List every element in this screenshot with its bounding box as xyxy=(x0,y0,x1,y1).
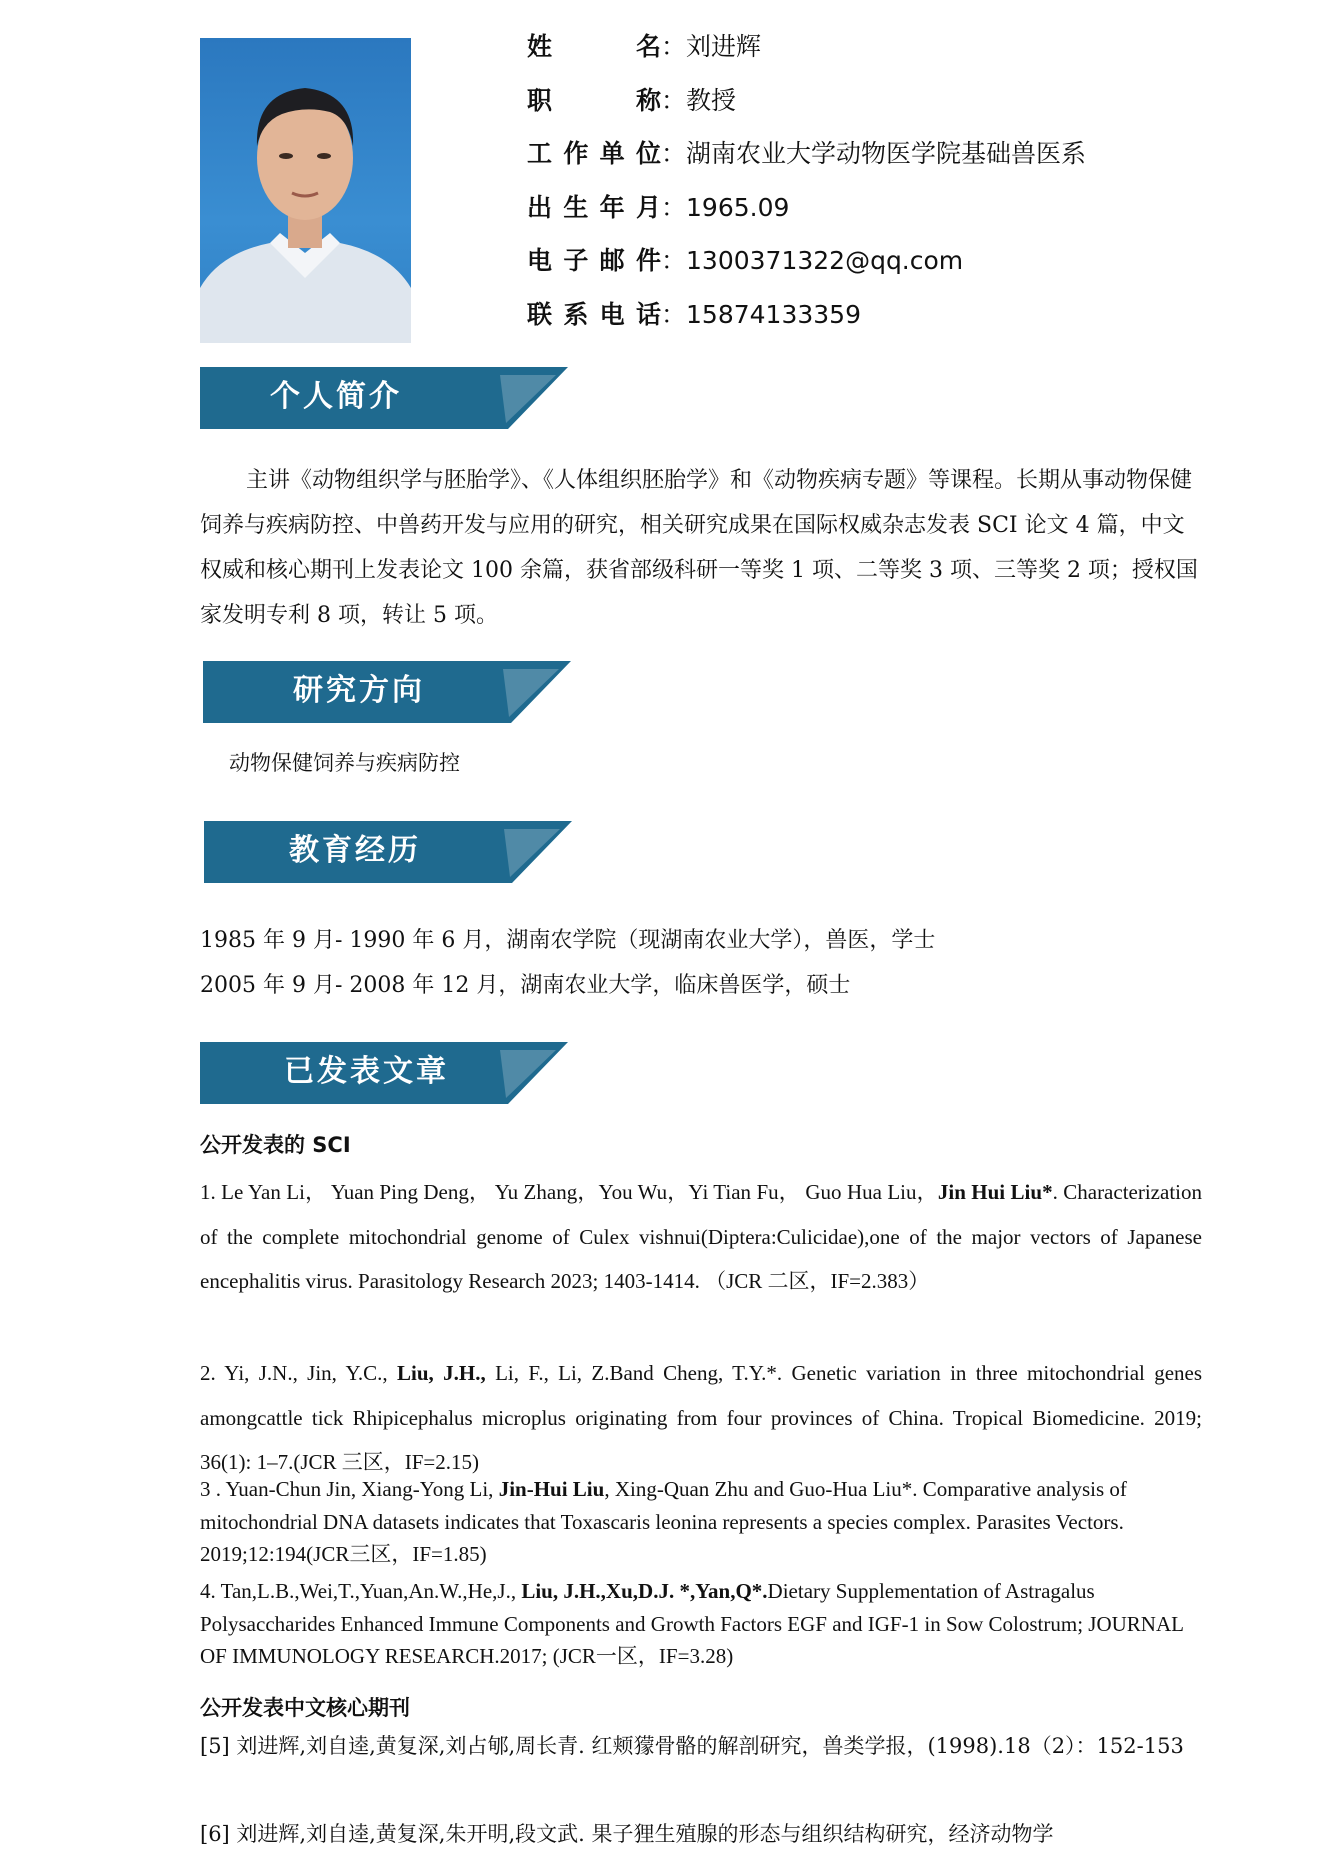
publication-item xyxy=(200,1575,1190,1673)
info-row-email xyxy=(527,238,1086,292)
ref-text: Li, F., Li, Z.Band Cheng, T.Y.*. Genetic variation in three mitochondrial genes amongcattle tick Rhipicephalus microplus originating from four provinces of China. Tropical Biomedicine. 2019; 36(1): 1–7.(JCR 三区，IF=2.15) xyxy=(200,1361,1203,1474)
info-label: 出生年月 xyxy=(527,192,661,222)
info-label: 姓名 xyxy=(527,32,661,61)
info-row-name xyxy=(527,24,1086,78)
intro-text: 主讲《动物组织学与胚胎学》、《人体组织胚胎学》和《动物疾病专题》等课程。长期从事动物保健饲养与疾病防控、中兽药开发与应用的研究，相关研究成果在国际权威杂志发表 SCI 论文 4 篇，中文权威和核心期刊上发表论文 100 余篇，获省部级科研一等奖 1 项、二等奖 3 项、三等奖 2 项；授权国家发明专利 8 项，转让 5 项。 xyxy=(200,468,1198,628)
info-value: 15874133359 xyxy=(686,299,861,329)
info-colon: ： xyxy=(661,246,687,275)
info-label: 电子邮件 xyxy=(527,246,661,275)
profile-info xyxy=(527,24,1086,345)
ref-text: . Characterization of the complete mitochondrial genome of Culex vishnui(Diptera:Culicidae),one of the major vectors of Japanese encephalitis virus. Parasitology Research 2023; 1403-1414. （JCR 二区，IF=2.383） xyxy=(200,1180,1202,1293)
profile-photo xyxy=(200,38,411,343)
info-colon: ： xyxy=(661,139,687,168)
info-label: 工作单位 xyxy=(527,139,661,168)
education-item: 1985 年 9 月- 1990 年 6 月，湖南农学院（现湖南农业大学），兽医，学士 xyxy=(200,928,936,953)
info-value: 湖南农业大学动物医学院基础兽医系 xyxy=(686,139,1087,168)
info-colon: ： xyxy=(661,85,687,115)
info-colon: ： xyxy=(661,32,687,61)
publication-item xyxy=(200,1170,1202,1304)
cn-publication-item: [5] 刘进辉,刘自逵,黄复深,刘占郇,周长青. 红颊獴骨骼的解剖研究，兽类学报，(1998).18（2）：152-153 xyxy=(200,1734,1184,1758)
cn-journal-heading: 公开发表中文核心期刊 xyxy=(200,1696,410,1720)
section-banner-publications xyxy=(200,1042,568,1104)
publication-item xyxy=(200,1473,1180,1571)
education-item: 2005 年 9 月- 2008 年 12 月，湖南农业大学，临床兽医学，硕士 xyxy=(200,973,851,998)
info-row-title xyxy=(527,78,1086,132)
ref-text: , Xing-Quan Zhu and Guo-Hua Liu*. Comparative analysis of mitochondrial DNA datasets indicates that Toxascaris leonina represents a species complex. Parasites Vectors. 2019;12:194(JCR三区，IF=1.85) xyxy=(200,1477,1127,1567)
info-colon: ： xyxy=(661,299,687,329)
info-value: 1300371322@qq.com xyxy=(686,246,964,275)
info-value: 刘进辉 xyxy=(686,32,762,61)
info-value: 1965.09 xyxy=(686,192,790,222)
portrait-illustration xyxy=(200,38,411,343)
sci-heading: 公开发表的 SCI xyxy=(200,1133,351,1157)
section-title: 教育经历 xyxy=(289,833,421,868)
ref-author-bold: Liu, J.H.,Xu,D.J. *,Yan,Q*. xyxy=(521,1579,768,1603)
ref-author-bold: Jin-Hui Liu xyxy=(498,1477,605,1501)
research-text: 动物保健饲养与疾病防控 xyxy=(229,751,460,775)
ref-author-bold: Liu, J.H., xyxy=(397,1361,486,1385)
publication-item xyxy=(200,1351,1202,1485)
section-title: 已发表文章 xyxy=(284,1054,449,1089)
section-banner-education xyxy=(204,821,572,883)
info-row-workplace xyxy=(527,131,1086,185)
info-label: 职称 xyxy=(527,85,661,115)
info-label: 联系电话 xyxy=(527,299,661,329)
info-value: 教授 xyxy=(686,85,737,115)
ref-text: Dietary Supplementation of Astragalus Polysaccharides Enhanced Immune Components and Growth Factors EGF and IGF-1 in Sow Colostrum; JOURNAL OF IMMUNOLOGY RESEARCH.2017; (JCR一区，IF=3.28) xyxy=(200,1579,1184,1669)
section-title: 个人简介 xyxy=(270,379,402,414)
info-row-phone xyxy=(527,292,1086,346)
section-title: 研究方向 xyxy=(293,673,425,708)
info-row-birth xyxy=(527,185,1086,239)
ref-text: 4. Tan,L.B.,Wei,T.,Yuan,An.W.,He,J., xyxy=(200,1579,522,1603)
ref-author-bold: Jin Hui Liu* xyxy=(937,1180,1053,1204)
cn-publication-item: [6] 刘进辉,刘自逵,黄复深,朱开明,段文武. 果子狸生殖腺的形态与组织结构研究，经济动物学 xyxy=(200,1822,1054,1846)
section-banner-research xyxy=(203,661,571,723)
intro-paragraph xyxy=(200,458,1200,638)
ref-text: 3 . Yuan-Chun Jin, Xiang-Yong Li, xyxy=(200,1477,499,1501)
section-banner-intro xyxy=(200,367,568,429)
info-colon: ： xyxy=(661,192,687,222)
ref-text: 2. Yi, J.N., Jin, Y.C., xyxy=(200,1361,398,1385)
ref-text: 1. Le Yan Li， Yuan Ping Deng， Yu Zhang，You Wu，Yi Tian Fu， Guo Hua Liu， xyxy=(200,1180,938,1204)
